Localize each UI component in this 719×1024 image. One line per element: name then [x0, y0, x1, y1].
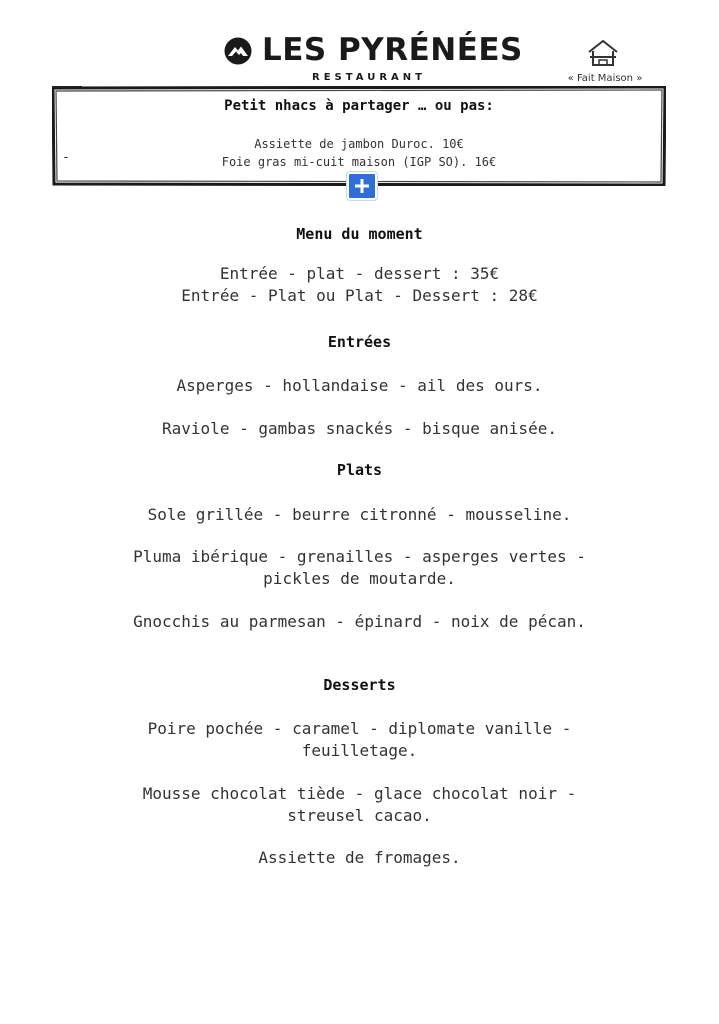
dessert-item-continued: streusel cacao.: [287, 806, 432, 825]
plat-item-continued: pickles de moutarde.: [263, 569, 456, 588]
dash-mark: -: [62, 150, 70, 165]
entree-item: Asperges - hollandaise - ail des ours.: [176, 376, 543, 395]
menu-line: Entrée - Plat ou Plat - Dessert : 28€: [181, 286, 538, 305]
plat-item: Sole grillée - beurre citronné - mousseline.: [147, 505, 572, 524]
header: [0, 30, 719, 90]
sharing-title: Petit nhacs à partager … ou pas:: [224, 98, 494, 114]
entree-item: Raviole - gambas snackés - bisque anisée.: [162, 419, 557, 438]
add-button[interactable]: [347, 172, 377, 200]
sharing-item: Foie gras mi-cuit maison (IGP SO). 16€: [221, 155, 497, 169]
house-icon: [585, 38, 621, 70]
plus-icon: [354, 178, 370, 194]
menu-line: Entrée - plat - dessert : 35€: [219, 264, 500, 283]
entrees-title: Entrées: [327, 333, 392, 351]
desserts-title: Desserts: [323, 676, 396, 694]
fait-maison-label: « Fait Maison »: [567, 73, 643, 84]
sharing-item: Assiette de jambon Duroc. 10€: [254, 137, 464, 151]
sharing-box: [52, 86, 666, 186]
menu-moment-title: Menu du moment: [296, 225, 423, 243]
dessert-item: Poire pochée - caramel - diplomate vanille -: [147, 719, 572, 738]
brand-name: LES PYRÉNÉES: [262, 32, 523, 68]
plat-item: Gnocchis au parmesan - épinard - noix de pécan.: [133, 612, 586, 631]
restaurant-logo: [224, 32, 523, 84]
dessert-item: Assiette de fromages.: [258, 848, 461, 867]
mountain-logo-icon: [224, 37, 252, 65]
brand-subtitle: RESTAURANT: [312, 72, 426, 83]
dessert-item: Mousse chocolat tiède - glace chocolat noir -: [142, 784, 577, 803]
fait-maison-badge: [560, 38, 650, 88]
plat-item: Pluma ibérique - grenailles - asperges vertes -: [133, 547, 586, 566]
dessert-item-continued: feuilletage.: [301, 741, 418, 760]
plats-title: Plats: [336, 461, 383, 479]
